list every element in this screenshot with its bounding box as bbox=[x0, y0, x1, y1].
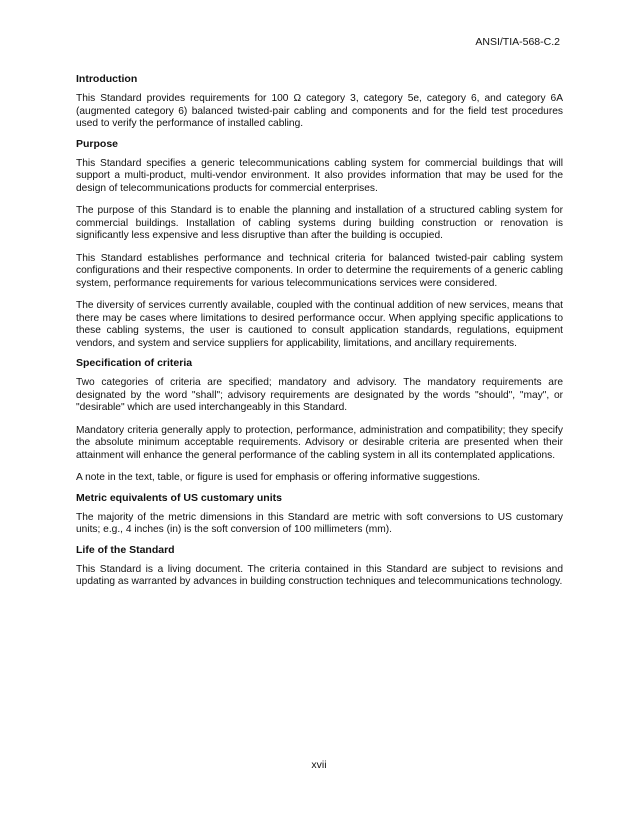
purpose-paragraph-3: This Standard establishes performance and technical criteria for balanced twisted-pair cabling system configurations and their respective components. In order to determine the requirements of a generic cabling system, performance requirements for various telecommunications services were considered. bbox=[76, 252, 563, 289]
criteria-paragraph-1: Two categories of criteria are specified; mandatory and advisory. The mandatory requirements are designated by the word "shall"; advisory requirements are designated by the words "should", "may", or "desirable" which are used interchangeably in this Standard. bbox=[76, 377, 563, 413]
life-paragraph-1: This Standard is a living document. The criteria contained in this Standard are subject to revisions and updating as warranted by advances in building construction techniques and telecommunications technology. bbox=[76, 563, 563, 587]
criteria-paragraph-3: A note in the text, table, or figure is used for emphasis or offering informative suggestions. bbox=[76, 472, 481, 483]
purpose-paragraph-4: The diversity of services currently available, coupled with the continual addition of new services, means that there may be cases where limitations to desired performance occur. When applying specific applications to these cabling systems, the user is cautioned to consult application standards, regulations, equipment vendors, and system and service suppliers for applicability, limitations, and ancillary requirements. bbox=[76, 300, 563, 349]
heading-introduction: Introduction bbox=[76, 73, 138, 85]
criteria-paragraph-2: Mandatory criteria generally apply to protection, performance, administration and compatibility; they specify the absolute minimum acceptable requirements. Advisory or desirable criteria are presented when their attainment will enhance the general performance of the cabling system in all its contemplated applications. bbox=[76, 424, 563, 461]
heading-metric-equivalents: Metric equivalents of US customary units bbox=[76, 491, 282, 504]
heading-life-of-the-standard: Life of the Standard bbox=[76, 543, 175, 556]
heading-purpose: Purpose bbox=[76, 137, 119, 150]
purpose-paragraph-2: The purpose of this Standard is to enable the planning and installation of a structured cabling system for commercial buildings. Installation of cabling systems during building construction or renovation is significantly less expensive and less disruptive than after the building is occupied. bbox=[76, 205, 563, 241]
metric-paragraph-1: The majority of the metric dimensions in this Standard are metric with soft conversions to US customary units; e.g., 4 inches (in) is the soft conversion of 100 millimeters (mm). bbox=[76, 511, 563, 535]
page-number: xvii bbox=[311, 759, 327, 771]
introduction-paragraph-1: This Standard provides requirements for 100 Ω category 3, category 5e, category 6, and category 6A (augmented category 6) balanced twisted-pair cabling and components and for the field test procedures used to verify the performance of installed cabling. bbox=[76, 93, 563, 129]
document-id: ANSI/TIA-568-C.2 bbox=[475, 36, 560, 48]
page-body bbox=[76, 73, 563, 599]
heading-specification-of-criteria: Specification of criteria bbox=[76, 357, 193, 369]
purpose-paragraph-1: This Standard specifies a generic telecommunications cabling system for commercial buildings that will support a multi-product, multi-vendor environment. It also provides information that may be used for the design of telecommunications products for commercial enterprises. bbox=[76, 157, 563, 194]
